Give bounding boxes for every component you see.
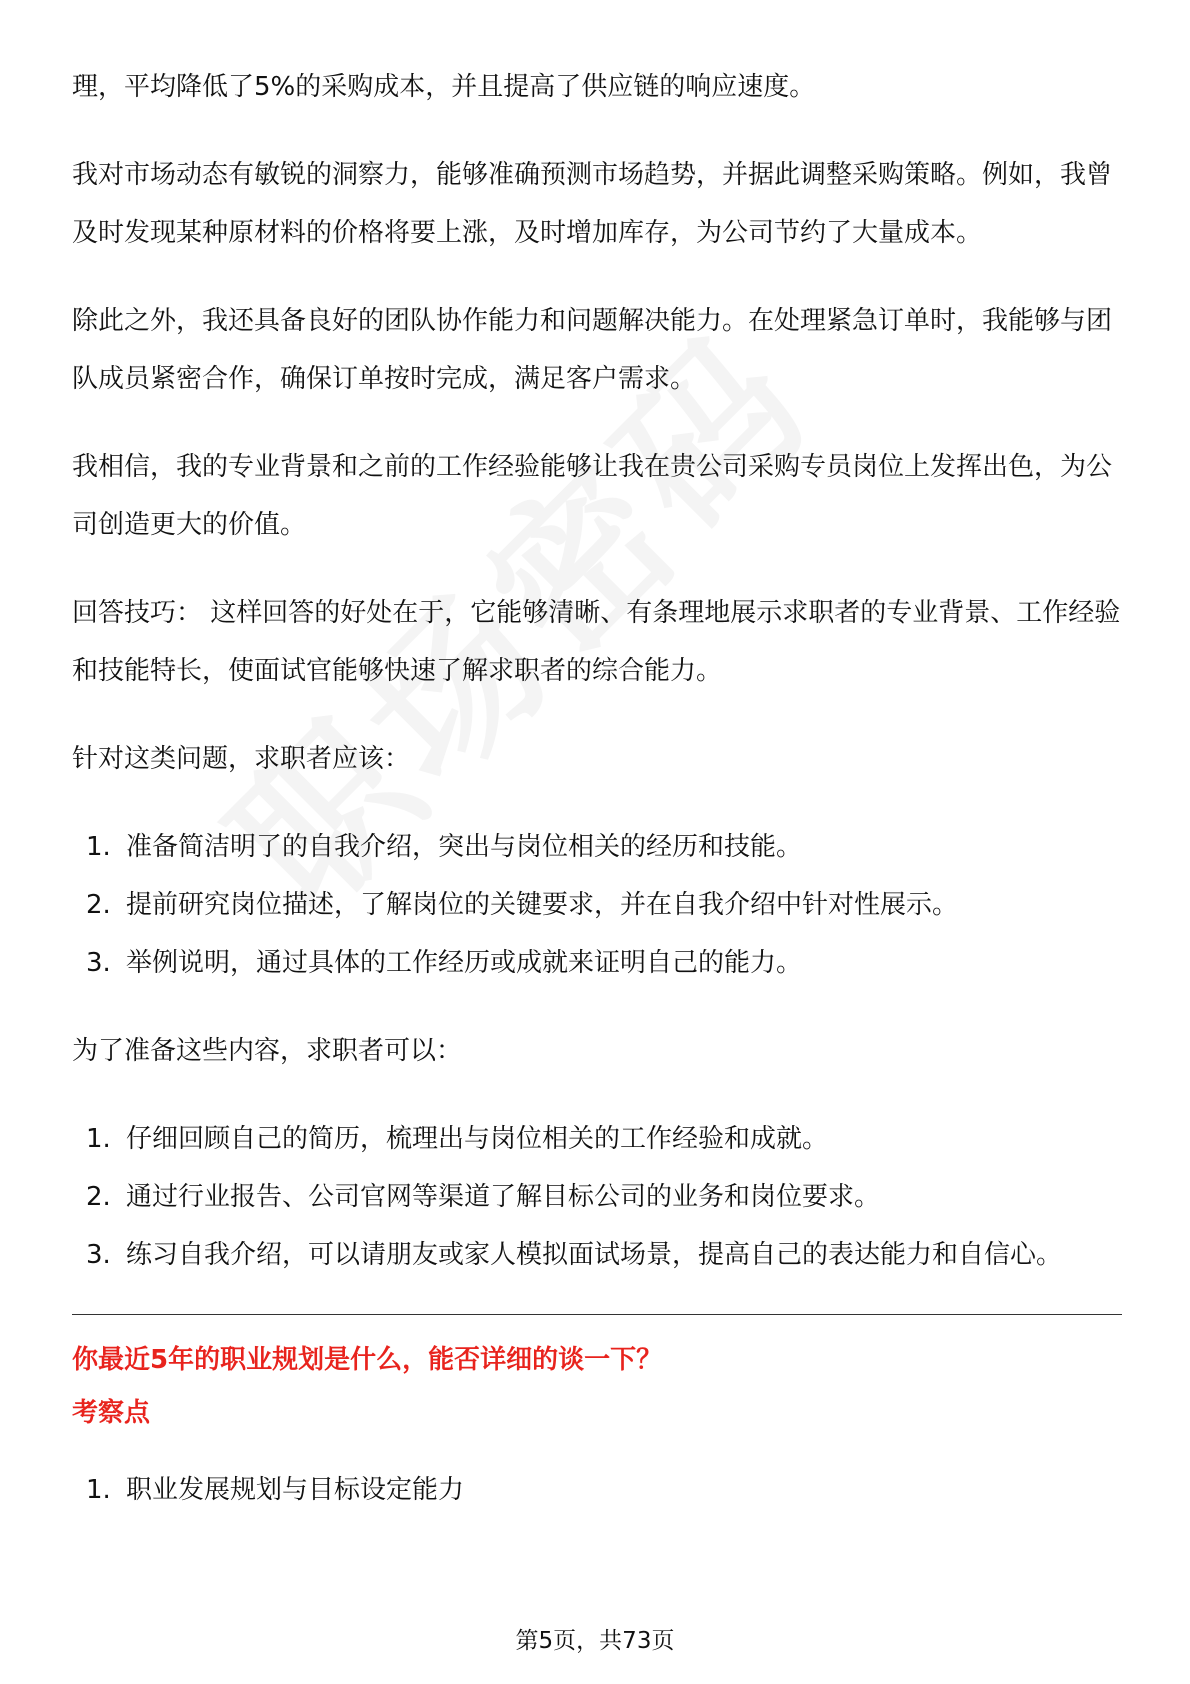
question-heading: 你最近5年的职业规划是什么，能否详细的谈一下？ (72, 1345, 663, 1375)
numbered-list (72, 1461, 1122, 1519)
paragraph: 我相信，我的专业背景和之前的工作经验能够让我在贵公司采购专员岗位上发挥出色，为公司创造更大的价值。 (72, 452, 1113, 540)
paragraph: 为了准备这些内容，求职者可以： (72, 1036, 463, 1066)
page-content (72, 58, 1122, 1549)
list-item (72, 1168, 1122, 1226)
list-number: 3. (86, 1240, 111, 1270)
list-item-text: 准备简洁明了的自我介绍，突出与岗位相关的经历和技能。 (126, 832, 803, 862)
list-item (72, 1110, 1122, 1168)
list-item (72, 876, 1122, 934)
answer-tip-paragraph: 回答技巧： 这样回答的好处在于，它能够清晰、有条理地展示求职者的专业背景、工作经验和技能特长，使面试官能够快速了解求职者的综合能力。 (72, 598, 1121, 686)
list-item-text: 通过行业报告、公司官网等渠道了解目标公司的业务和岗位要求。 (126, 1182, 881, 1212)
list-number: 2. (86, 890, 111, 920)
list-item-text: 练习自我介绍，可以请朋友或家人模拟面试场景，提高自己的表达能力和自信心。 (126, 1240, 1063, 1270)
paragraph: 我对市场动态有敏锐的洞察力，能够准确预测市场趋势，并据此调整采购策略。例如，我曾及时发现某种原材料的价格将要上涨，及时增加库存，为公司节约了大量成本。 (72, 160, 1113, 248)
list-item-text: 仔细回顾自己的简历，梳理出与岗位相关的工作经验和成就。 (126, 1124, 829, 1154)
section-divider (72, 1314, 1122, 1315)
list-item (72, 1226, 1122, 1284)
list-number: 1. (86, 1124, 111, 1154)
list-item (72, 1461, 1122, 1519)
list-number: 1. (86, 1475, 111, 1505)
list-item-text: 提前研究岗位描述，了解岗位的关键要求，并在自我介绍中针对性展示。 (126, 890, 959, 920)
subheading: 考察点 (72, 1398, 151, 1428)
list-item-text: 举例说明，通过具体的工作经历或成就来证明自己的能力。 (126, 948, 803, 978)
paragraph: 针对这类问题，求职者应该： (72, 744, 411, 774)
list-number: 1. (86, 832, 111, 862)
list-number: 3. (86, 948, 111, 978)
list-item-text: 职业发展规划与目标设定能力 (126, 1475, 465, 1505)
numbered-list (72, 1110, 1122, 1284)
list-item (72, 934, 1122, 992)
paragraph: 除此之外，我还具备良好的团队协作能力和问题解决能力。在处理紧急订单时，我能够与团队成员紧密合作，确保订单按时完成，满足客户需求。 (72, 306, 1113, 394)
list-number: 2. (86, 1182, 111, 1212)
paragraph: 理，平均降低了5%的采购成本，并且提高了供应链的响应速度。 (72, 72, 816, 102)
numbered-list (72, 818, 1122, 992)
list-item (72, 818, 1122, 876)
page-footer: 第5页，共73页 (515, 1628, 675, 1654)
